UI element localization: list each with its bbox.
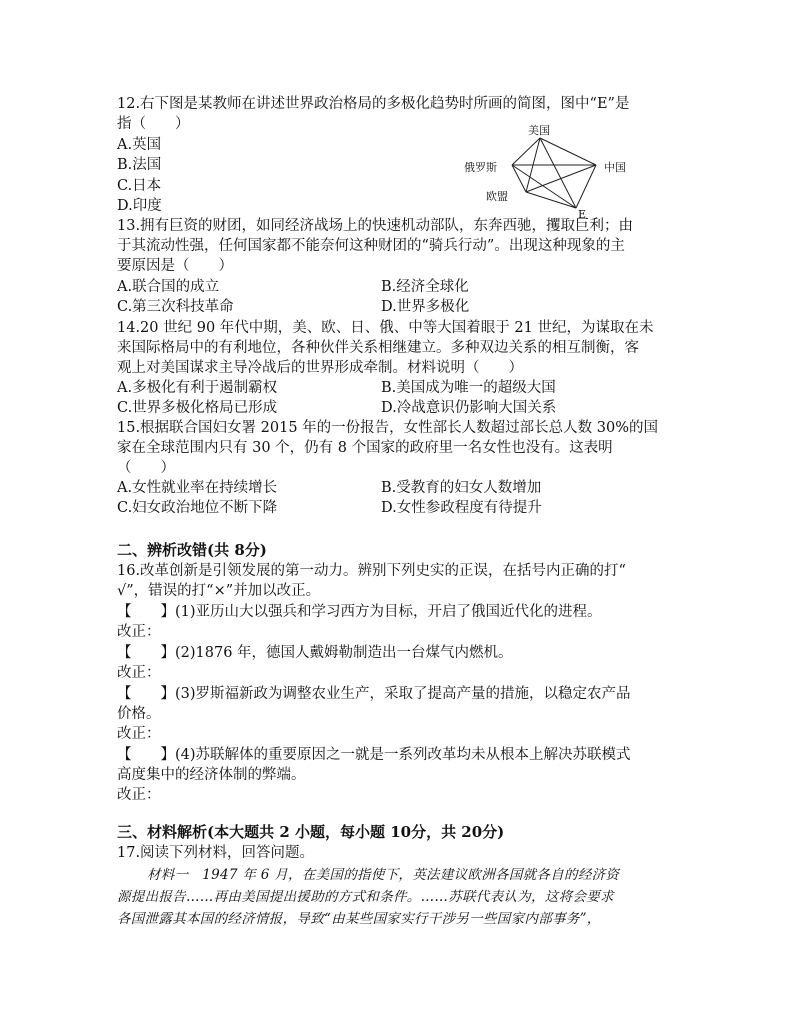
- answer-bracket[interactable]: 【 】: [117, 604, 175, 620]
- q13-stem-line1: 13.拥有巨资的财团，如同经济战场上的快速机动部队，东奔西驰，攫取巨利；由: [117, 218, 634, 234]
- q16-item1-text: (1)亚历山大以强兵和学习西方为目标，开启了俄国近代化的进程。: [175, 604, 602, 620]
- q16-stem-line1: 16.改革创新是引领发展的第一动力。辨别下列史实的正误，在括号内正确的打“: [117, 563, 626, 579]
- q16-item4: [117, 745, 631, 765]
- material1-line2: 源提出报告……再由美国提出援助的方式和条件。……苏联代表认为，这将会要求: [117, 889, 614, 905]
- q16-item3-text: (3)罗斯福新政为调整农业生产，采取了提高产量的措施，以稳定农产品: [175, 686, 631, 702]
- multipolar-diagram: [456, 120, 646, 220]
- q14-option-a: A.多极化有利于遏制霸权: [117, 380, 278, 396]
- q13-option-d: D.世界多极化: [381, 299, 470, 315]
- q14-stem-line2: 来国际格局中的有利地位，各种伙伴关系相继建立。多种双边关系的相互制衡，客: [117, 340, 639, 356]
- q16-item2-text: (2)1876 年，德国人戴姆勒制造出一台煤气内燃机。: [175, 645, 513, 661]
- q16-item3-text-cont: 价格。: [117, 706, 161, 722]
- answer-bracket[interactable]: 【 】: [117, 747, 175, 763]
- q15-stem-line2: 家在全球范围内只有 30 个，仍有 8 个国家的政府里一名女性也没有。这表明: [117, 440, 613, 456]
- q14-option-b: B.美国成为唯一的超级大国: [381, 380, 556, 396]
- section2-title: 二、辨析改错(共 8分): [117, 541, 267, 559]
- q13-stem-line2: 于其流动性强，任何国家都不能奈何这种财团的“骑兵行动”。出现这种现象的主: [117, 238, 625, 254]
- q16-item3: [117, 684, 631, 704]
- q16-item2: [117, 643, 513, 663]
- q16-item4-text-cont: 高度集中的经济体制的弊端。: [117, 767, 306, 783]
- q16-item2-correction: 改正：: [117, 665, 161, 681]
- q14-option-d: D.冷战意识仍影响大国关系: [381, 400, 557, 416]
- q15-stem-line1: 15.根据联合国妇女署 2015 年的一份报告，女性部长人数超过部长总人数 30%的国: [117, 420, 659, 436]
- answer-bracket[interactable]: 【 】: [117, 686, 175, 702]
- q14-stem-line1: 14.20 世纪 90 年代中期，美、欧、日、俄、中等大国着眼于 21 世纪，为谋取在未: [117, 320, 654, 336]
- material1-line1: 材料一 1947 年 6 月，在美国的指使下，英法建议欧洲各国就各自的经济资: [147, 867, 620, 883]
- q15-stem-line3: （ ）: [117, 460, 175, 476]
- q15-option-a: A.女性就业率在持续增长: [117, 480, 278, 496]
- q12-stem-line2: 指（ ）: [117, 116, 190, 132]
- q17-stem: 17.阅读下列材料，回答问题。: [117, 845, 315, 861]
- material1-line3: 各国泄露其本国的经济情报，导致“由某些国家实行干涉另一些国家内部事务”，: [117, 911, 601, 927]
- q15-option-d: D.女性参政程度有待提升: [381, 500, 542, 516]
- q16-stem-line2: √”，错误的打“×”并加以改正。: [117, 583, 321, 599]
- answer-bracket[interactable]: 【 】: [117, 645, 175, 661]
- diagram-label-eu: 欧盟: [486, 190, 508, 203]
- q12-option-b: B.法国: [117, 157, 162, 173]
- diagram-lines: [512, 138, 596, 208]
- q16-item4-correction: 改正：: [117, 787, 161, 803]
- q13-option-b: B.经济全球化: [381, 279, 469, 295]
- diagram-label-e: E: [578, 208, 587, 220]
- q13-option-a: A.联合国的成立: [117, 279, 220, 295]
- q16-item3-correction: 改正：: [117, 726, 161, 742]
- q12-option-a: A.英国: [117, 137, 162, 153]
- q14-option-c: C.世界多极化格局已形成: [117, 400, 278, 416]
- diagram-label-china: 中国: [604, 161, 626, 174]
- q12-option-c: C.日本: [117, 178, 162, 194]
- diagram-label-usa: 美国: [528, 124, 550, 137]
- section3-title: 三、材料解析(本大题共 2 小题，每小题 10分，共 20分): [117, 823, 505, 841]
- q14-stem-line3: 观上对美国谋求主导冷战后的世界形成牵制。材料说明（ ）: [117, 360, 523, 376]
- q12-option-d: D.印度: [117, 198, 162, 214]
- q15-option-b: B.受教育的妇女人数增加: [381, 480, 542, 496]
- q15-option-c: C.妇女政治地位不断下降: [117, 500, 278, 516]
- q13-option-c: C.第三次科技革命: [117, 299, 234, 315]
- diagram-label-russia: 俄罗斯: [464, 161, 497, 174]
- q16-item1: [117, 602, 602, 622]
- q16-item1-correction: 改正：: [117, 624, 161, 640]
- q12-stem-line1: 12.右下图是某教师在讲述世界政治格局的多极化趋势时所画的简图，图中“E”是: [117, 96, 630, 112]
- q16-item4-text: (4)苏联解体的重要原因之一就是一系列改革均未从根本上解决苏联模式: [175, 747, 631, 763]
- q13-stem-line3: 要原因是（ ）: [117, 258, 233, 274]
